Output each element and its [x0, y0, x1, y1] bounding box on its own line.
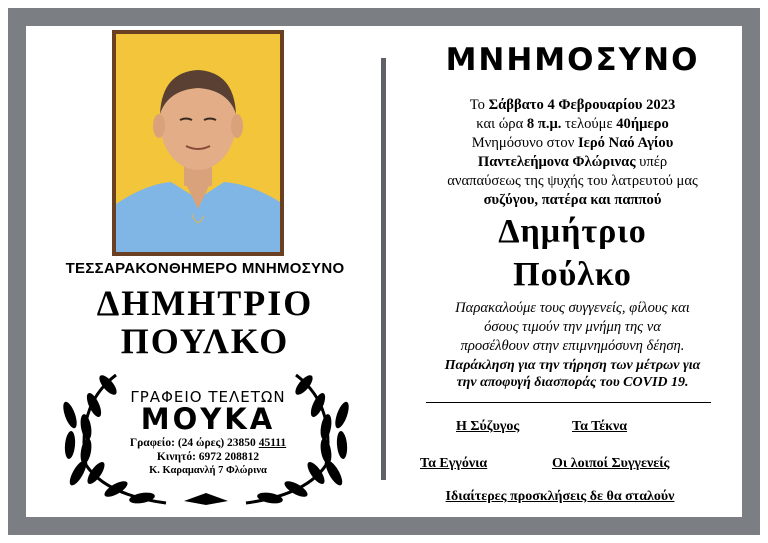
portrait-frame [112, 30, 284, 256]
covid-line-2: την αποφυγή διασποράς του COVID 19. [456, 375, 689, 390]
invitation-line-1: Παρακαλούμε τους συγγενείς, φίλους και [455, 300, 690, 316]
announcement-line-1 [400, 96, 745, 115]
covid-line-1: Παράκληση για την τήρηση των μέτρων για [444, 358, 701, 373]
invitation-line-3: προσέλθουν στην επιμνημόσυνη δέηση. [460, 338, 685, 354]
invitation-line-2: όσους τιμούν την μνήμη της να [484, 319, 661, 335]
signature-spouse: Η Σύζυγος [456, 419, 520, 434]
event-date: Σάββατο 4 Φεβρουαρίου 2023 [488, 97, 676, 113]
line3-pre: Μνημόσυνο στον [471, 135, 578, 151]
church-name-part2: Παντελεήμονα Φλώρινας [477, 154, 636, 170]
covid-notice [395, 357, 750, 391]
funeral-home-address: Κ. Καραμανλή 7 Φλώρινα [149, 465, 267, 476]
funeral-home-name: ΜΟΥΚΑ [140, 402, 276, 436]
office-phone-suffix: 45111 [258, 437, 287, 449]
footer-note: Ιδιαίτερες προσκλήσεις δε θα σταλούν [445, 489, 675, 504]
office-phone-prefix: Γραφείο: (24 ώρες) 23850 [129, 437, 259, 449]
announcement-line-6 [400, 191, 745, 210]
signature-children: Τα Τέκνα [572, 419, 628, 434]
notice-title: ΜΝΗΜΟΣΥΝΟ [445, 42, 700, 78]
deceased-last-name: Πούλκο [513, 256, 632, 293]
invitation-text [395, 299, 750, 356]
left-subtitle: ΤΕΣΣΑΡΑΚΟΝΘΗΜΕΡΟ ΜΝΗΜΟΣΥΝΟ [65, 260, 345, 277]
announcement-line-2 [400, 115, 745, 134]
announcement-text [400, 96, 745, 210]
line2-mid: τελούμε [561, 116, 617, 132]
relations: συζύγου, πατέρα και παππού [483, 192, 662, 208]
portrait-illustration [116, 34, 280, 252]
announcement-line-3 [400, 134, 745, 153]
signature-grandchildren: Τα Εγγόνια [420, 456, 488, 471]
horizontal-rule [426, 402, 711, 403]
line4-post: υπέρ [635, 154, 668, 170]
funeral-home-office-phone [100, 437, 316, 449]
left-first-name: ΔΗΜΗΤΡΙΟ [96, 283, 314, 323]
line1-pre: Το [469, 97, 489, 113]
signature-other-relatives: Οι λοιποί Συγγενείς [552, 456, 670, 471]
announcement-line-5: αναπαύσεως της ψυχής του λατρευτού μας [447, 173, 698, 189]
deceased-first-name: Δημήτριο [498, 213, 647, 250]
funeral-home-title: ΓΡΑΦΕΙΟ ΤΕΛΕΤΩΝ [130, 388, 286, 406]
portrait-photo [116, 34, 280, 252]
event-time: 8 π.μ. [526, 116, 562, 132]
left-last-name: ΠΟΥΛΚΟ [120, 321, 290, 361]
line2-pre: και ώρα [476, 116, 527, 132]
church-name-part1: Ιερό Ναό Αγίου [577, 135, 674, 151]
announcement-line-4 [400, 153, 745, 172]
memorial-type: 40ήμερο [616, 116, 669, 132]
funeral-home-mobile: Κινητό: 6972 208812 [156, 451, 260, 463]
vertical-divider [381, 58, 386, 480]
